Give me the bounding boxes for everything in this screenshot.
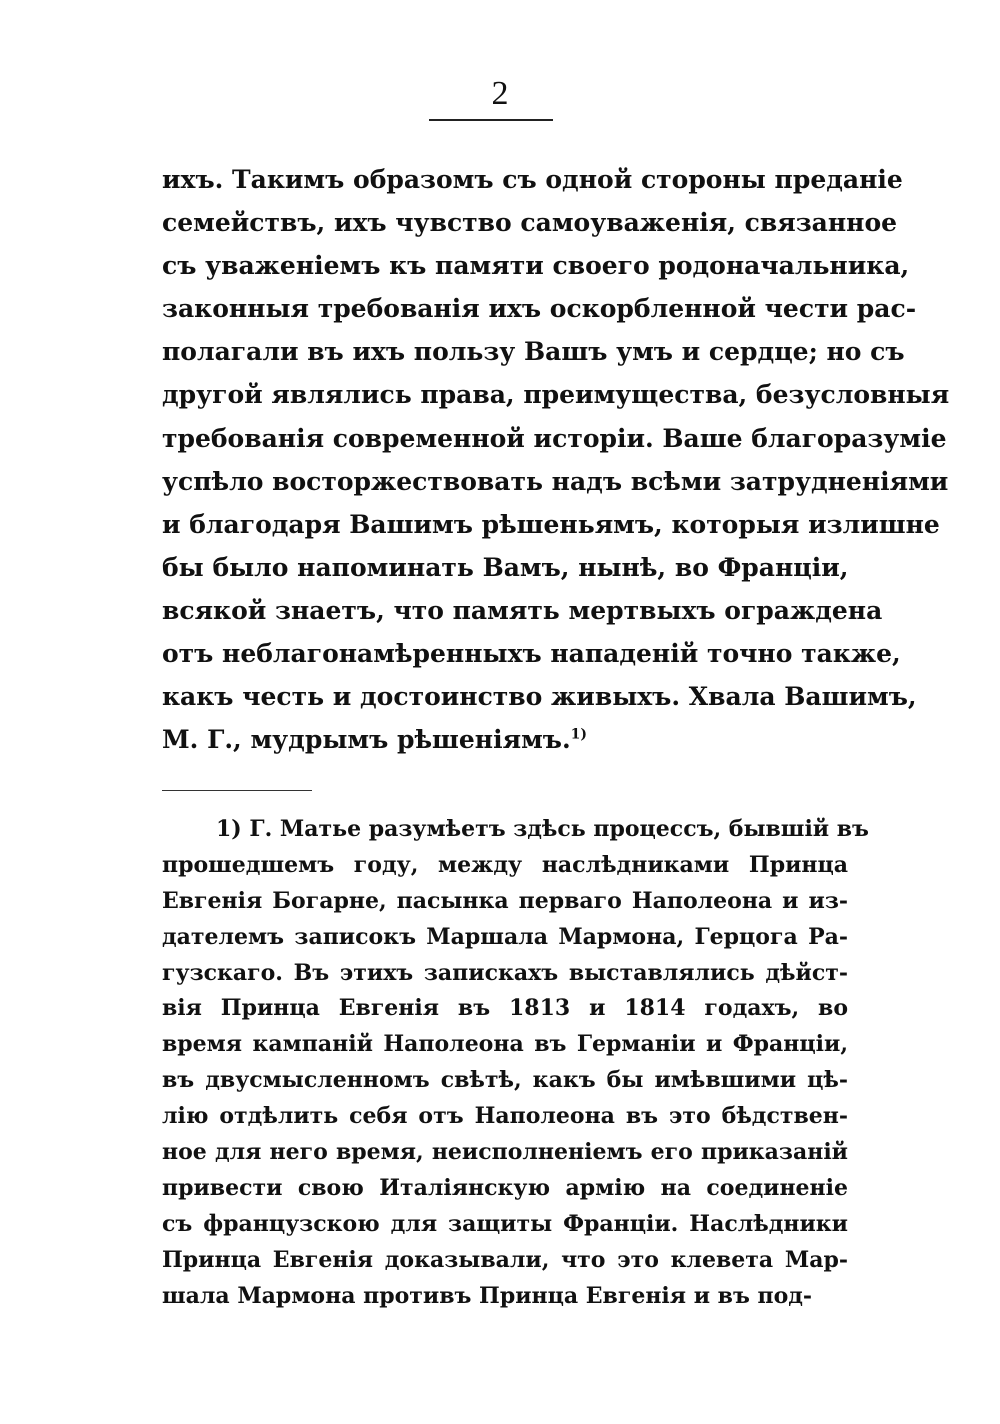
page-number: 2: [491, 75, 509, 112]
text-line: другой являлись права, преимущества, безусловныя: [162, 380, 950, 410]
text-line: полагали въ ихъ пользу Вашъ умъ и сердце; но съ: [162, 337, 905, 367]
footnote-reference[interactable]: 1): [570, 726, 588, 743]
text-line: бы было напоминать Вамъ, нынѣ, во Франціи,: [162, 552, 849, 582]
text-line: всякой знаетъ, что память мертвыхъ ограждена: [162, 595, 883, 625]
text-line: законныя требованія ихъ оскорбленной чести рас-: [162, 294, 917, 324]
footnote-line: ное для него время, неисполненіемъ его приказаній: [162, 1139, 848, 1166]
header-rule: [429, 119, 553, 121]
text-line: ихъ. Такимъ образомъ съ одной стороны преданіе: [162, 165, 903, 194]
text-line: какъ честь и достоинство живыхъ. Хвала Вашимъ,: [162, 682, 917, 712]
text-line: съ уваженіемъ къ памяти своего родоначальника,: [162, 251, 910, 281]
footnote-marker: 1): [216, 816, 242, 842]
main-text: [162, 158, 950, 761]
footnote-first-text: Г. Матье разумѣетъ здѣсь процессъ, бывшій въ: [249, 816, 869, 842]
footnote-line-last: шала Мармона противъ Принца Евгенія и въ под-: [162, 1282, 813, 1309]
footnote-line: Принца Евгенія доказывали, что это клевета Мар-: [162, 1246, 848, 1273]
text-line-last: [162, 718, 848, 761]
text-line: отъ неблагонамѣренныхъ нападеній точно также,: [162, 639, 901, 669]
footnote-line: съ французскою для защиты Франціи. Наслѣдники: [162, 1210, 848, 1237]
text-line: и благодаря Вашимъ рѣшеньямъ, которыя излишне: [162, 509, 940, 539]
footnote-line: вія Принца Евгенія въ 1813 и 1814 годахъ, во: [162, 995, 848, 1022]
footnote-line: Евгенія Богарне, пасынка перваго Наполеона и из-: [162, 887, 848, 914]
footnote-line: лію отдѣлить себя отъ Наполеона въ это бѣдствен-: [162, 1103, 848, 1130]
footnote-line: время кампаній Наполеона въ Германіи и Франціи,: [162, 1031, 848, 1058]
footnote-separator: [162, 790, 312, 791]
footnote-line-first: [162, 812, 869, 848]
last-line-text: М. Г., мудрымъ рѣшеніямъ.: [162, 725, 571, 755]
footnote-line: въ двусмысленномъ свѣтѣ, какъ бы имѣвшими цѣ-: [162, 1067, 848, 1094]
text-line: успѣло восторжествовать надъ всѣми затрудненіями: [162, 466, 949, 496]
text-line: семействъ, ихъ чувство самоуваженія, связанное: [162, 208, 898, 238]
footnote-line: привести свою Италіянскую армію на соединеніе: [162, 1174, 848, 1201]
footnote-line: дателемъ записокъ Маршала Мармона, Герцога Ра-: [162, 923, 848, 950]
text-line: требованія современной исторіи. Ваше благоразуміе: [162, 423, 947, 453]
footnote-line: прошедшемъ году, между наслѣдниками Принца: [162, 851, 848, 878]
footnote: [162, 812, 869, 1314]
footnote-line: гузскаго. Въ этихъ запискахъ выставлялись дѣйст-: [162, 959, 848, 986]
